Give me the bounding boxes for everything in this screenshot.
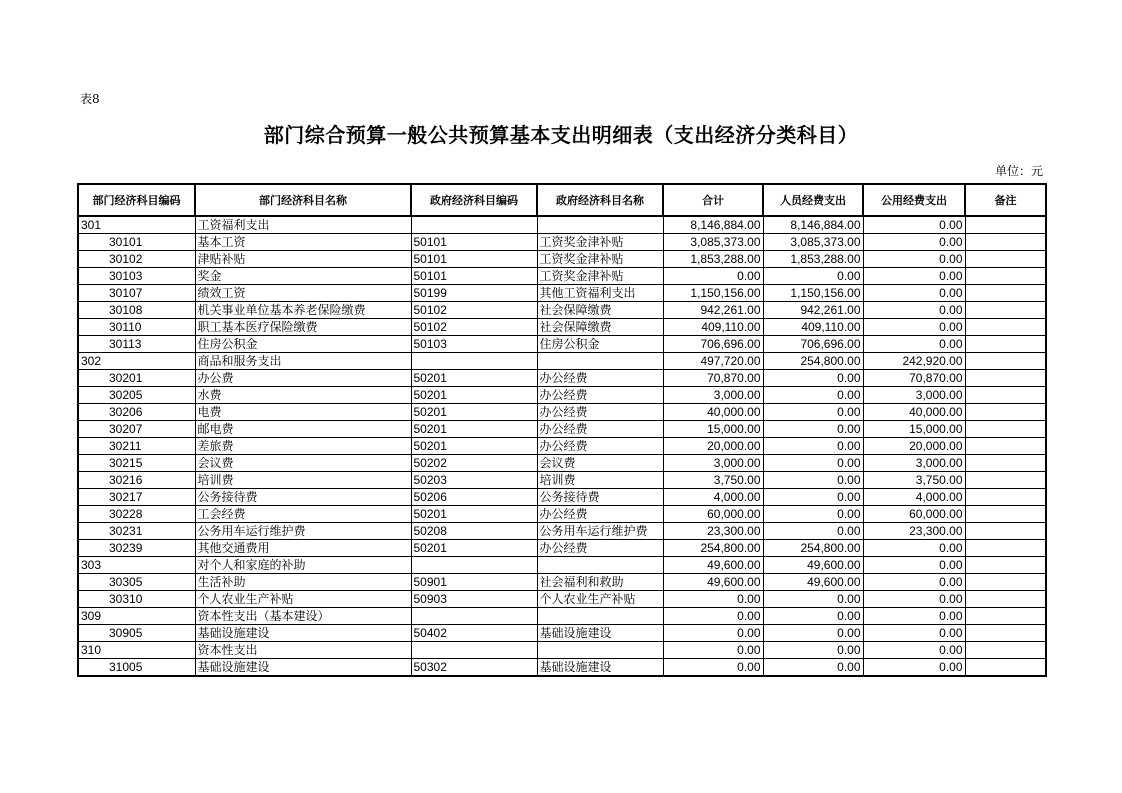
total-cell: 497,720.00 (663, 353, 763, 370)
dept-name-cell: 绩效工资 (195, 285, 411, 302)
public-cell: 20,000.00 (863, 438, 965, 455)
note-cell (965, 642, 1046, 659)
public-cell: 0.00 (863, 659, 965, 677)
personnel-cell: 254,800.00 (763, 353, 863, 370)
personnel-cell: 1,150,156.00 (763, 285, 863, 302)
dept-name-cell: 差旅费 (195, 438, 411, 455)
header-row (78, 184, 1046, 216)
dept-code-cell: 30228 (78, 506, 195, 523)
dept-code-cell: 30211 (78, 438, 195, 455)
table-row (78, 557, 1046, 574)
dept-code-cell: 30110 (78, 319, 195, 336)
total-cell: 254,800.00 (663, 540, 763, 557)
note-cell (965, 421, 1046, 438)
gov-code-cell (411, 353, 537, 370)
note-cell (965, 455, 1046, 472)
dept-code-cell: 30113 (78, 336, 195, 353)
personnel-cell: 49,600.00 (763, 557, 863, 574)
total-cell: 23,300.00 (663, 523, 763, 540)
note-cell (965, 370, 1046, 387)
gov-name-cell: 工资奖金津补贴 (537, 234, 663, 251)
gov-code-cell: 50206 (411, 489, 537, 506)
header-personnel: 人员经费支出 (763, 184, 863, 216)
dept-name-cell: 邮电费 (195, 421, 411, 438)
dept-name-cell: 基本工资 (195, 234, 411, 251)
gov-code-cell: 50199 (411, 285, 537, 302)
table-row (78, 302, 1046, 319)
gov-name-cell (537, 353, 663, 370)
table-row (78, 574, 1046, 591)
gov-name-cell: 办公经费 (537, 404, 663, 421)
personnel-cell: 0.00 (763, 591, 863, 608)
gov-code-cell: 50201 (411, 404, 537, 421)
total-cell: 0.00 (663, 591, 763, 608)
public-cell: 0.00 (863, 319, 965, 336)
public-cell: 0.00 (863, 642, 965, 659)
public-cell: 0.00 (863, 268, 965, 285)
total-cell: 1,150,156.00 (663, 285, 763, 302)
total-cell: 409,110.00 (663, 319, 763, 336)
note-cell (965, 591, 1046, 608)
header-dept-name: 部门经济科目名称 (195, 184, 411, 216)
dept-name-cell: 公务用车运行维护费 (195, 523, 411, 540)
unit-label: 单位：元 (994, 164, 1043, 178)
public-cell: 0.00 (863, 285, 965, 302)
total-cell: 0.00 (663, 659, 763, 677)
header-total: 合计 (663, 184, 763, 216)
note-cell (965, 387, 1046, 404)
dept-name-cell: 水费 (195, 387, 411, 404)
gov-code-cell: 50202 (411, 455, 537, 472)
personnel-cell: 0.00 (763, 523, 863, 540)
gov-name-cell: 工资奖金津补贴 (537, 268, 663, 285)
table-row (78, 591, 1046, 608)
dept-code-cell: 302 (78, 353, 195, 370)
gov-code-cell: 50203 (411, 472, 537, 489)
total-cell: 8,146,884.00 (663, 216, 763, 234)
note-cell (965, 489, 1046, 506)
note-cell (965, 404, 1046, 421)
dept-code-cell: 30239 (78, 540, 195, 557)
dept-name-cell: 培训费 (195, 472, 411, 489)
total-cell: 70,870.00 (663, 370, 763, 387)
budget-table (77, 183, 1047, 677)
header-gov-code: 政府经济科目编码 (411, 184, 537, 216)
total-cell: 1,853,288.00 (663, 251, 763, 268)
gov-name-cell: 工资奖金津补贴 (537, 251, 663, 268)
gov-name-cell: 公务用车运行维护费 (537, 523, 663, 540)
public-cell: 23,300.00 (863, 523, 965, 540)
personnel-cell: 3,085,373.00 (763, 234, 863, 251)
personnel-cell: 49,600.00 (763, 574, 863, 591)
table-row (78, 642, 1046, 659)
gov-code-cell: 50208 (411, 523, 537, 540)
total-cell: 942,261.00 (663, 302, 763, 319)
note-cell (965, 659, 1046, 677)
dept-code-cell: 303 (78, 557, 195, 574)
table-row (78, 336, 1046, 353)
gov-name-cell: 办公经费 (537, 506, 663, 523)
gov-name-cell: 培训费 (537, 472, 663, 489)
table-row (78, 506, 1046, 523)
header-dept-code: 部门经济科目编码 (78, 184, 195, 216)
gov-name-cell: 办公经费 (537, 540, 663, 557)
table-row (78, 421, 1046, 438)
note-cell (965, 268, 1046, 285)
gov-code-cell: 50201 (411, 506, 537, 523)
dept-name-cell: 住房公积金 (195, 336, 411, 353)
total-cell: 0.00 (663, 642, 763, 659)
table-row (78, 472, 1046, 489)
total-cell: 3,000.00 (663, 387, 763, 404)
gov-name-cell (537, 642, 663, 659)
total-cell: 15,000.00 (663, 421, 763, 438)
gov-name-cell: 社会保障缴费 (537, 319, 663, 336)
gov-code-cell: 50201 (411, 421, 537, 438)
dept-code-cell: 309 (78, 608, 195, 625)
total-cell: 40,000.00 (663, 404, 763, 421)
table-row (78, 216, 1046, 234)
dept-code-cell: 30206 (78, 404, 195, 421)
table-row (78, 404, 1046, 421)
note-cell (965, 234, 1046, 251)
gov-code-cell: 50901 (411, 574, 537, 591)
note-cell (965, 472, 1046, 489)
dept-name-cell: 其他交通费用 (195, 540, 411, 557)
gov-code-cell: 50201 (411, 370, 537, 387)
dept-code-cell: 30905 (78, 625, 195, 642)
personnel-cell: 0.00 (763, 455, 863, 472)
total-cell: 49,600.00 (663, 557, 763, 574)
note-cell (965, 216, 1046, 234)
table-body (78, 216, 1046, 676)
gov-code-cell: 50101 (411, 234, 537, 251)
public-cell: 3,750.00 (863, 472, 965, 489)
personnel-cell: 0.00 (763, 268, 863, 285)
total-cell: 49,600.00 (663, 574, 763, 591)
header-note: 备注 (965, 184, 1046, 216)
public-cell: 0.00 (863, 251, 965, 268)
note-cell (965, 557, 1046, 574)
dept-name-cell: 津贴补贴 (195, 251, 411, 268)
table-row (78, 285, 1046, 302)
personnel-cell: 0.00 (763, 438, 863, 455)
total-cell: 3,000.00 (663, 455, 763, 472)
dept-code-cell: 30201 (78, 370, 195, 387)
gov-name-cell: 基础设施建设 (537, 625, 663, 642)
personnel-cell: 409,110.00 (763, 319, 863, 336)
dept-code-cell: 30216 (78, 472, 195, 489)
dept-name-cell: 职工基本医疗保险缴费 (195, 319, 411, 336)
note-cell (965, 540, 1046, 557)
note-cell (965, 251, 1046, 268)
dept-code-cell: 301 (78, 216, 195, 234)
public-cell: 242,920.00 (863, 353, 965, 370)
dept-code-cell: 30231 (78, 523, 195, 540)
table-row (78, 251, 1046, 268)
gov-code-cell (411, 557, 537, 574)
personnel-cell: 0.00 (763, 625, 863, 642)
public-cell: 0.00 (863, 234, 965, 251)
public-cell: 3,000.00 (863, 387, 965, 404)
table-row (78, 268, 1046, 285)
gov-code-cell: 50101 (411, 251, 537, 268)
public-cell: 0.00 (863, 302, 965, 319)
total-cell: 0.00 (663, 608, 763, 625)
gov-name-cell: 个人农业生产补贴 (537, 591, 663, 608)
public-cell: 0.00 (863, 591, 965, 608)
table-row (78, 370, 1046, 387)
table-row (78, 625, 1046, 642)
gov-name-cell: 住房公积金 (537, 336, 663, 353)
dept-name-cell: 商品和服务支出 (195, 353, 411, 370)
total-cell: 0.00 (663, 268, 763, 285)
personnel-cell: 1,853,288.00 (763, 251, 863, 268)
personnel-cell: 942,261.00 (763, 302, 863, 319)
table-row (78, 540, 1046, 557)
gov-code-cell: 50101 (411, 268, 537, 285)
gov-code-cell: 50102 (411, 319, 537, 336)
public-cell: 15,000.00 (863, 421, 965, 438)
total-cell: 4,000.00 (663, 489, 763, 506)
personnel-cell: 0.00 (763, 506, 863, 523)
table-row (78, 319, 1046, 336)
personnel-cell: 706,696.00 (763, 336, 863, 353)
personnel-cell: 0.00 (763, 608, 863, 625)
public-cell: 0.00 (863, 216, 965, 234)
note-cell (965, 438, 1046, 455)
public-cell: 3,000.00 (863, 455, 965, 472)
gov-code-cell: 50903 (411, 591, 537, 608)
public-cell: 0.00 (863, 557, 965, 574)
gov-name-cell: 其他工资福利支出 (537, 285, 663, 302)
personnel-cell: 0.00 (763, 421, 863, 438)
dept-name-cell: 资本性支出（基本建设） (195, 608, 411, 625)
dept-code-cell: 30305 (78, 574, 195, 591)
gov-name-cell: 社会福利和救助 (537, 574, 663, 591)
dept-name-cell: 个人农业生产补贴 (195, 591, 411, 608)
note-cell (965, 302, 1046, 319)
dept-name-cell: 会议费 (195, 455, 411, 472)
table-row (78, 523, 1046, 540)
gov-code-cell: 50103 (411, 336, 537, 353)
table-row (78, 489, 1046, 506)
table-row (78, 659, 1046, 677)
personnel-cell: 254,800.00 (763, 540, 863, 557)
dept-name-cell: 机关事业单位基本养老保险缴费 (195, 302, 411, 319)
total-cell: 3,085,373.00 (663, 234, 763, 251)
personnel-cell: 0.00 (763, 489, 863, 506)
gov-code-cell (411, 608, 537, 625)
gov-code-cell: 50102 (411, 302, 537, 319)
gov-code-cell: 50201 (411, 387, 537, 404)
total-cell: 3,750.00 (663, 472, 763, 489)
public-cell: 60,000.00 (863, 506, 965, 523)
dept-name-cell: 对个人和家庭的补助 (195, 557, 411, 574)
total-cell: 20,000.00 (663, 438, 763, 455)
dept-code-cell: 30215 (78, 455, 195, 472)
note-cell (965, 285, 1046, 302)
gov-name-cell: 办公经费 (537, 421, 663, 438)
gov-name-cell (537, 216, 663, 234)
gov-name-cell: 会议费 (537, 455, 663, 472)
gov-name-cell (537, 608, 663, 625)
dept-code-cell: 30310 (78, 591, 195, 608)
total-cell: 706,696.00 (663, 336, 763, 353)
table-row (78, 608, 1046, 625)
gov-name-cell: 办公经费 (537, 387, 663, 404)
gov-name-cell: 办公经费 (537, 438, 663, 455)
dept-name-cell: 基础设施建设 (195, 659, 411, 677)
gov-name-cell: 公务接待费 (537, 489, 663, 506)
table-row (78, 438, 1046, 455)
table-row (78, 387, 1046, 404)
dept-code-cell: 30205 (78, 387, 195, 404)
gov-code-cell: 50302 (411, 659, 537, 677)
dept-code-cell: 30107 (78, 285, 195, 302)
dept-name-cell: 奖金 (195, 268, 411, 285)
personnel-cell: 0.00 (763, 370, 863, 387)
dept-code-cell: 31005 (78, 659, 195, 677)
note-cell (965, 506, 1046, 523)
dept-code-cell: 30108 (78, 302, 195, 319)
dept-code-cell: 30103 (78, 268, 195, 285)
public-cell: 0.00 (863, 336, 965, 353)
table-row (78, 455, 1046, 472)
gov-name-cell: 基础设施建设 (537, 659, 663, 677)
note-cell (965, 353, 1046, 370)
personnel-cell: 8,146,884.00 (763, 216, 863, 234)
personnel-cell: 0.00 (763, 472, 863, 489)
public-cell: 0.00 (863, 574, 965, 591)
header-public: 公用经费支出 (863, 184, 965, 216)
note-cell (965, 574, 1046, 591)
public-cell: 4,000.00 (863, 489, 965, 506)
table-row (78, 353, 1046, 370)
dept-code-cell: 30101 (78, 234, 195, 251)
public-cell: 40,000.00 (863, 404, 965, 421)
personnel-cell: 0.00 (763, 387, 863, 404)
public-cell: 0.00 (863, 540, 965, 557)
dept-name-cell: 工资福利支出 (195, 216, 411, 234)
dept-code-cell: 30217 (78, 489, 195, 506)
note-cell (965, 523, 1046, 540)
table-number: 表8 (80, 92, 100, 106)
note-cell (965, 336, 1046, 353)
dept-name-cell: 办公费 (195, 370, 411, 387)
table-row (78, 234, 1046, 251)
gov-code-cell (411, 642, 537, 659)
personnel-cell: 0.00 (763, 642, 863, 659)
dept-code-cell: 310 (78, 642, 195, 659)
personnel-cell: 0.00 (763, 404, 863, 421)
gov-name-cell: 办公经费 (537, 370, 663, 387)
total-cell: 60,000.00 (663, 506, 763, 523)
dept-name-cell: 基础设施建设 (195, 625, 411, 642)
dept-name-cell: 工会经费 (195, 506, 411, 523)
note-cell (965, 608, 1046, 625)
dept-code-cell: 30207 (78, 421, 195, 438)
note-cell (965, 319, 1046, 336)
gov-name-cell: 社会保障缴费 (537, 302, 663, 319)
gov-code-cell: 50201 (411, 540, 537, 557)
personnel-cell: 0.00 (763, 659, 863, 677)
dept-name-cell: 生活补助 (195, 574, 411, 591)
gov-name-cell (537, 557, 663, 574)
dept-name-cell: 电费 (195, 404, 411, 421)
public-cell: 0.00 (863, 625, 965, 642)
public-cell: 70,870.00 (863, 370, 965, 387)
total-cell: 0.00 (663, 625, 763, 642)
dept-code-cell: 30102 (78, 251, 195, 268)
dept-name-cell: 公务接待费 (195, 489, 411, 506)
page-title: 部门综合预算一般公共预算基本支出明细表（支出经济分类科目） (263, 123, 859, 147)
gov-code-cell: 50201 (411, 438, 537, 455)
gov-code-cell (411, 216, 537, 234)
gov-code-cell: 50402 (411, 625, 537, 642)
dept-name-cell: 资本性支出 (195, 642, 411, 659)
public-cell: 0.00 (863, 608, 965, 625)
header-gov-name: 政府经济科目名称 (537, 184, 663, 216)
note-cell (965, 625, 1046, 642)
